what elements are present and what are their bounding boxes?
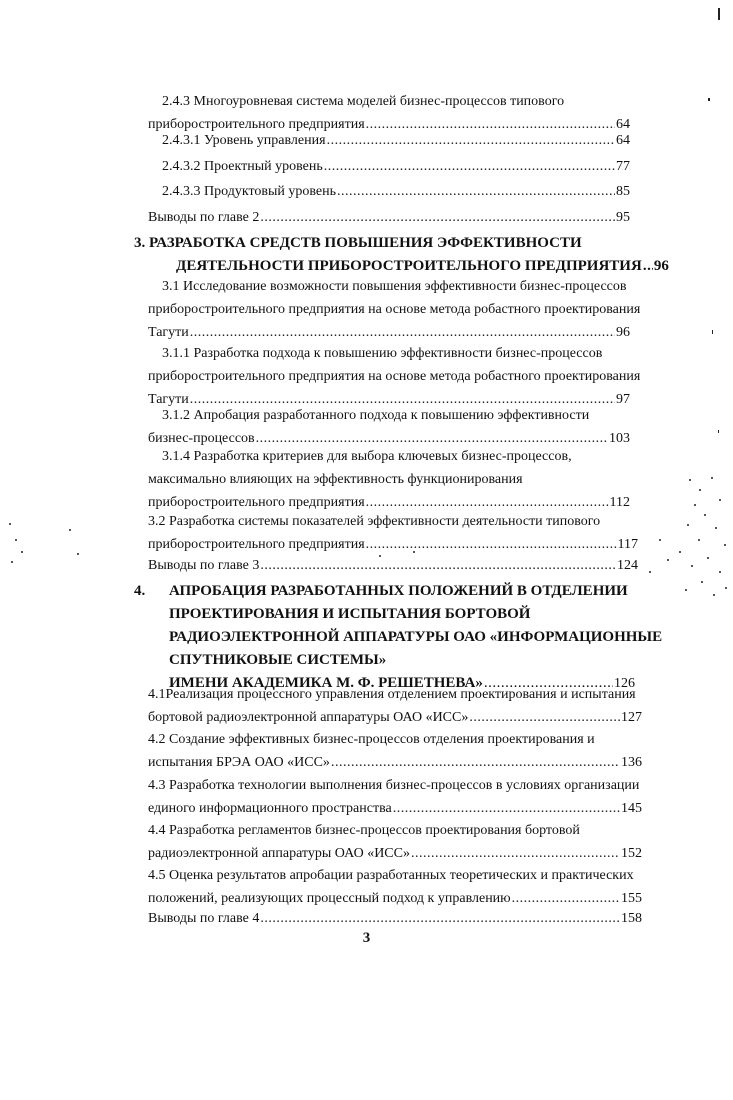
toc-entry-title: испытания БРЭА ОАО «ИСС» bbox=[148, 755, 330, 770]
toc-entry-title: приборостроительного предприятия bbox=[148, 117, 365, 132]
toc-page-number: 96 bbox=[653, 258, 669, 274]
toc-entry-title: ДЕЯТЕЛЬНОСТИ ПРИБОРОСТРОИТЕЛЬНОГО ПРЕДПРИЯТИЯ bbox=[176, 258, 642, 274]
toc-chapter-heading bbox=[134, 232, 669, 278]
toc-entry bbox=[162, 155, 630, 178]
dot-leader bbox=[260, 206, 615, 229]
toc-page-number: 152 bbox=[621, 846, 642, 861]
toc-entry-title: 3. РАЗРАБОТКА СРЕДСТВ ПОВЫШЕНИЯ ЭФФЕКТИВНОСТИ bbox=[134, 235, 582, 251]
toc-entry-title: 2.4.3.3 Продуктовый уровень bbox=[162, 184, 337, 199]
toc-entry-title: положений, реализующих процессный подход к управлению bbox=[148, 891, 511, 906]
page-number: 3 bbox=[362, 930, 371, 946]
toc-page-number: 155 bbox=[621, 891, 642, 906]
toc-entry-title: 2.4.3 Многоуровневая система моделей бизнес-процессов типового bbox=[162, 94, 565, 109]
toc-chapter-heading bbox=[134, 580, 663, 695]
toc-entry bbox=[148, 404, 630, 450]
chapter-number: 4. bbox=[134, 583, 146, 599]
toc-page-number: 103 bbox=[609, 431, 630, 446]
toc-entry-title: АПРОБАЦИЯ РАЗРАБОТАННЫХ ПОЛОЖЕНИЙ В ОТДЕЛЕНИИ bbox=[169, 583, 628, 599]
toc-entry-title: приборостроительного предприятия на основе метода робастного проектирования bbox=[148, 369, 641, 384]
toc-entry-title: 4.2 Создание эффективных бизнес-процессов отделения проектирования и bbox=[148, 732, 595, 747]
toc-page-number: 64 bbox=[616, 117, 630, 132]
toc-page-number: 145 bbox=[621, 801, 642, 816]
toc-entry-title: РАДИОЭЛЕКТРОННОЙ АППАРАТУРЫ ОАО «ИНФОРМАЦИОННЫЕ bbox=[169, 629, 663, 645]
toc-page-number: 136 bbox=[621, 755, 642, 770]
toc-entry bbox=[162, 129, 630, 152]
toc-page-number: 85 bbox=[616, 184, 630, 199]
toc-entry bbox=[148, 774, 642, 820]
toc-entry-title: бортовой радиоэлектронной аппаратуры ОАО «ИСС» bbox=[148, 710, 469, 725]
toc-entry-title: 3.2 Разработка системы показателей эффективности деятельности типового bbox=[148, 514, 601, 529]
dot-leader bbox=[366, 533, 617, 556]
toc-entry-title: 3.1.4 Разработка критериев для выбора ключевых бизнес-процессов, bbox=[162, 449, 572, 464]
dot-leader bbox=[337, 180, 615, 203]
toc-entry bbox=[148, 445, 630, 514]
toc-entry bbox=[148, 728, 642, 774]
toc-page-number: 96 bbox=[616, 325, 630, 340]
toc-entry-title: максимально влияющих на эффективность функционирования bbox=[148, 472, 523, 487]
toc-page-number: 124 bbox=[617, 558, 638, 573]
toc-entry-title: 4.1Реализация процессного управления отделением проектирования и испытания bbox=[148, 687, 636, 702]
toc-entry-title: 3.1 Исследование возможности повышения эффективности бизнес-процессов bbox=[162, 279, 627, 294]
toc-page-number: 126 bbox=[614, 676, 635, 691]
toc-entry bbox=[148, 554, 638, 577]
toc-entry bbox=[148, 342, 641, 411]
toc-entry-title: единого информационного пространства bbox=[148, 801, 392, 816]
toc-entry-title: 4.3 Разработка технологии выполнения бизнес-процессов в условиях организации bbox=[148, 778, 640, 793]
toc-page-number: 158 bbox=[621, 911, 642, 926]
toc-page-number: 77 bbox=[616, 159, 630, 174]
toc-entry bbox=[148, 510, 638, 556]
toc-entry-title: Тагути bbox=[148, 325, 189, 340]
toc-entry-title: Выводы по главе 2 bbox=[148, 210, 260, 225]
toc-entry-title: ПРОЕКТИРОВАНИЯ И ИСПЫТАНИЯ БОРТОВОЙ bbox=[169, 606, 531, 622]
toc-entry-title: радиоэлектронной аппаратуры ОАО «ИСС» bbox=[148, 846, 410, 861]
dot-leader bbox=[327, 129, 615, 152]
dot-leader bbox=[260, 554, 616, 577]
toc-entry bbox=[148, 683, 642, 729]
dot-leader bbox=[393, 797, 620, 820]
toc-entry-title: приборостроительного предприятия bbox=[148, 537, 365, 552]
toc-page-number: 95 bbox=[616, 210, 630, 225]
dot-leader bbox=[260, 907, 620, 930]
toc-entry-title: Выводы по главе 4 bbox=[148, 911, 260, 926]
toc-entry bbox=[148, 206, 630, 229]
toc-page-number: 97 bbox=[616, 392, 630, 407]
toc-entry-title: 3.1.1 Разработка подхода к повышению эффективности бизнес-процессов bbox=[162, 346, 603, 361]
toc-entry-title: бизнес-процессов bbox=[148, 431, 255, 446]
toc-entry-title: 2.4.3.1 Уровень управления bbox=[162, 133, 326, 148]
toc-page-number: 64 bbox=[616, 133, 630, 148]
toc-entry-title: 4.5 Оценка результатов апробации разработанных теоретических и практических bbox=[148, 868, 634, 883]
toc-entry bbox=[148, 864, 642, 910]
toc-page-number: 112 bbox=[609, 495, 630, 510]
toc-entry bbox=[148, 275, 641, 344]
toc-entry-title: 3.1.2 Апробация разработанного подхода к повышению эффективности bbox=[162, 408, 590, 423]
toc-entry bbox=[162, 180, 630, 203]
dot-leader bbox=[331, 751, 620, 774]
toc-page-number: 117 bbox=[617, 537, 638, 552]
toc-entry-title: СПУТНИКОВЫЕ СИСТЕМЫ» bbox=[169, 652, 387, 668]
dot-leader bbox=[643, 255, 653, 278]
toc-entry-title: 4.4 Разработка регламентов бизнес-процессов проектирования бортовой bbox=[148, 823, 580, 838]
toc-entry-title: ИМЕНИ АКАДЕМИКА М. Ф. РЕШЕТНЕВА» bbox=[169, 675, 483, 691]
dot-leader bbox=[190, 321, 615, 344]
toc-entry-title: 2.4.3.2 Проектный уровень bbox=[162, 159, 323, 174]
dot-leader bbox=[324, 155, 615, 178]
toc-entry-title: Выводы по главе 3 bbox=[148, 558, 260, 573]
toc-entry-title: приборостроительного предприятия bbox=[148, 495, 365, 510]
dot-leader bbox=[469, 706, 620, 729]
toc-entry bbox=[148, 907, 642, 930]
toc-entry bbox=[148, 819, 642, 865]
dot-leader bbox=[411, 842, 620, 865]
toc-entry-title: Тагути bbox=[148, 392, 189, 407]
toc-entry-title: приборостроительного предприятия на основе метода робастного проектирования bbox=[148, 302, 641, 317]
toc-page-number: 127 bbox=[621, 710, 642, 725]
